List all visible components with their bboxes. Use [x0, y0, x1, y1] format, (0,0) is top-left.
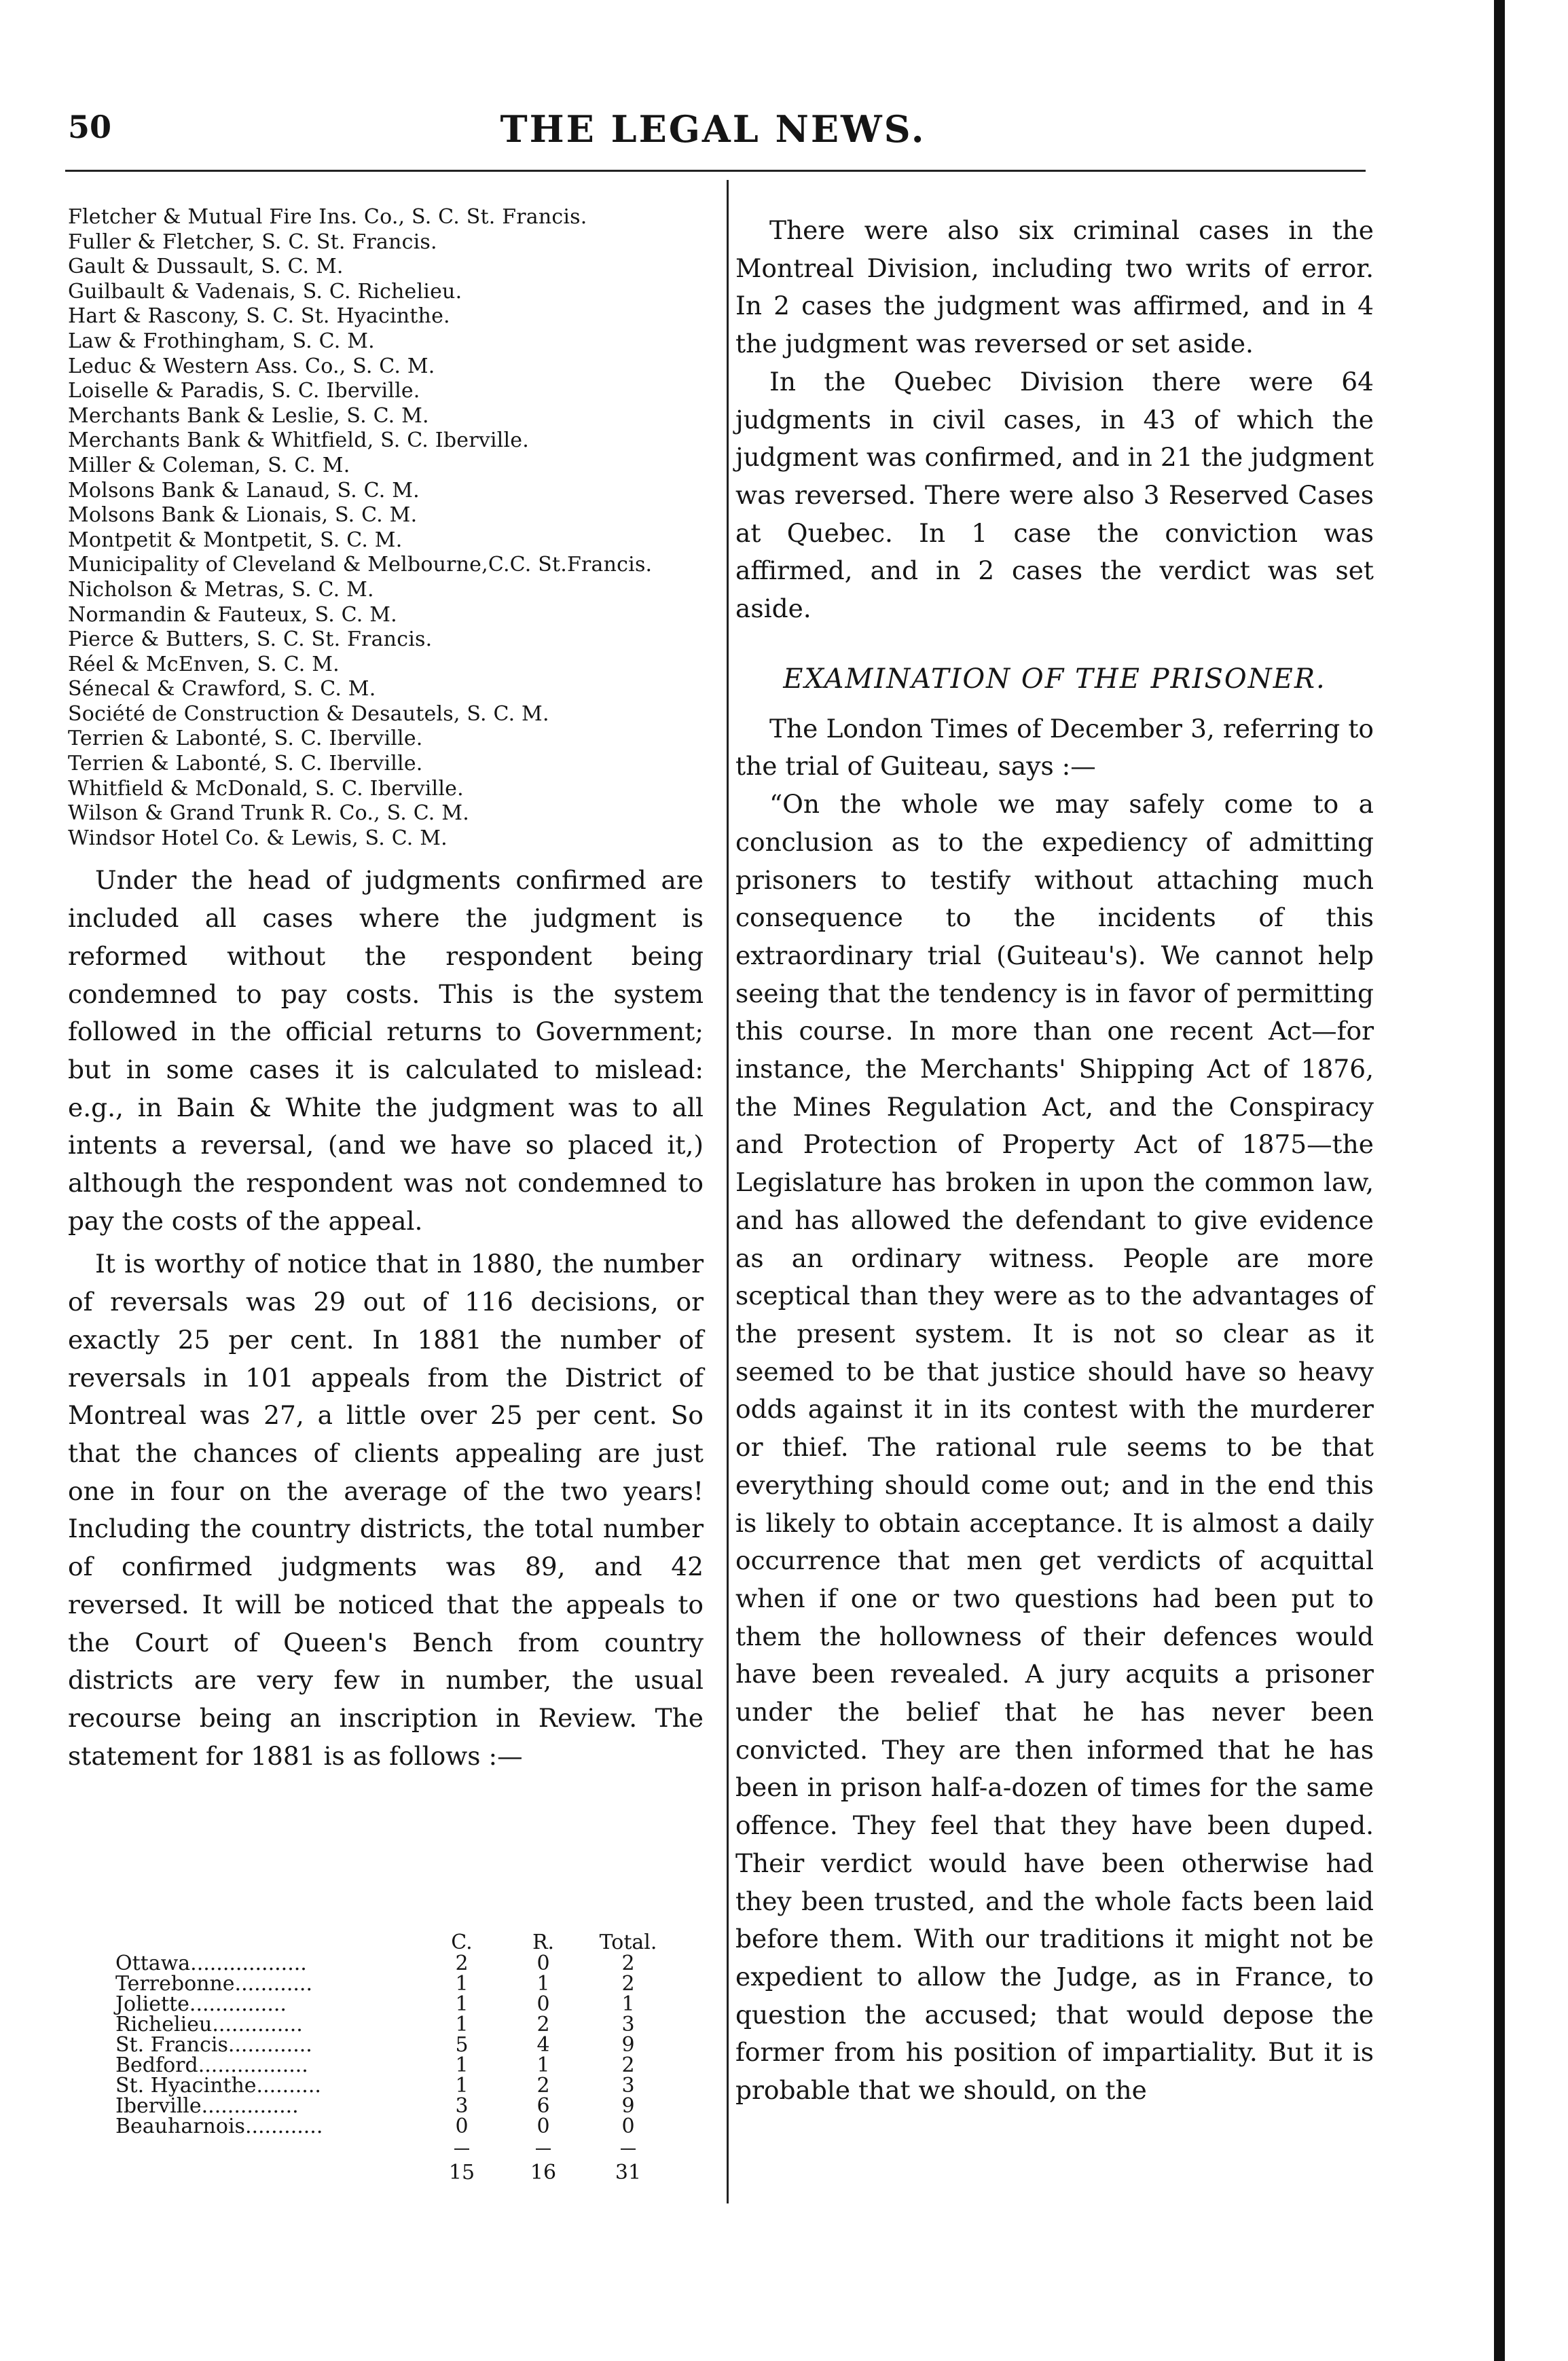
- total-label-spacer: [115, 2160, 421, 2183]
- total-count: 2: [621, 2053, 635, 2077]
- rule-reversed: [503, 2137, 584, 2160]
- table-row: [115, 2076, 672, 2096]
- case-entry: Montpetit & Montpetit, S. C. M.: [68, 528, 403, 552]
- reversed-count: 4: [536, 2033, 550, 2057]
- case-entry: Leduc & Western Ass. Co., S. C. M.: [68, 354, 435, 378]
- total-count: 3: [621, 2013, 635, 2036]
- case-entry: Merchants Bank & Leslie, S. C. M.: [68, 403, 429, 428]
- case-entry: Miller & Coleman, S. C. M.: [68, 453, 350, 477]
- total-count: 2: [621, 1972, 635, 1996]
- reversed-count: 2: [536, 2074, 550, 2098]
- total-count: 0: [621, 2115, 635, 2138]
- confirmed-total: 15: [448, 2161, 475, 2184]
- case-entry: Whitfield & McDonald, S. C. Iberville.: [68, 776, 464, 801]
- confirmed-count: 0: [455, 2115, 469, 2138]
- confirmed-count: 3: [455, 2094, 469, 2118]
- case-entry: Merchants Bank & Whitfield, S. C. Iberville.: [68, 428, 529, 453]
- table-row: [115, 2117, 672, 2137]
- case-entry: Pierce & Butters, S. C. St. Francis.: [68, 627, 433, 652]
- table-sum-rule: [115, 2137, 672, 2160]
- district-name: St. Hyacinthe..........: [115, 2074, 321, 2098]
- rule-spacer: [115, 2137, 421, 2160]
- total-count: 1: [621, 1992, 635, 2016]
- table-row: [115, 2035, 672, 2055]
- paragraph-criminal-cases: There were also six criminal cases in the Montreal Division, including two writs of error. In 2 cases the judgment was affirmed, and in 4 the judgment was reversed or set aside.: [735, 215, 1374, 359]
- reversed-total: 16: [530, 2161, 557, 2184]
- table-row: [115, 2096, 672, 2117]
- reversed-count: 1: [536, 2053, 550, 2077]
- binding-edge: [1494, 0, 1505, 2361]
- table-row: [115, 2055, 672, 2076]
- page-title: THE LEGAL NEWS.: [500, 107, 926, 151]
- case-list: [68, 205, 704, 851]
- table-row: [115, 2015, 672, 2035]
- case-entry: Municipality of Cleveland & Melbourne,C.C. St.Francis.: [68, 553, 653, 577]
- case-entry: Gault & Dussault, S. C. M.: [68, 255, 344, 279]
- reversed-count: 0: [536, 1952, 550, 1975]
- district-name: Iberville...............: [115, 2094, 299, 2118]
- case-entry: Réel & McEnven, S. C. M.: [68, 652, 340, 676]
- confirmed-count: 1: [455, 1972, 469, 1996]
- header-reversed: R.: [532, 1930, 555, 1954]
- district-name: Bedford.................: [115, 2053, 308, 2077]
- paragraph-reversals: It is worthy of notice that in 1880, the number of reversals was 29 out of 116 decisions, or exactly 25 per cent. In 1881 the number of reversals in 101 appeals from the District of Montreal was 27, a little over 25 per cent. So that the chances of clients appealing are just one in four on the average of the two years! Including the country districts, the total number of confirmed judgments was 89, and 42 reversed. It will be noticed that the appeals to the Court of Queen's Bench from country districts are very few in number, the usual recourse being an inscription in Review. The statement for 1881 is as follows :—: [68, 1249, 704, 1771]
- total-count: 3: [621, 2074, 635, 2098]
- confirmed-count: 5: [455, 2033, 469, 2057]
- confirmed-count: 2: [455, 1952, 469, 1975]
- case-entry: Sénecal & Crawford, S. C. M.: [68, 677, 376, 701]
- left-column: [68, 205, 704, 1775]
- total-count: 2: [621, 1952, 635, 1975]
- statement-1881-table: [115, 1932, 672, 2183]
- header-total: Total.: [599, 1930, 657, 1954]
- header-confirmed: C.: [451, 1930, 473, 1954]
- district-name: Richelieu..............: [115, 2013, 303, 2036]
- header-district: [115, 1932, 421, 1954]
- confirmed-count: 1: [455, 2053, 469, 2077]
- case-entry: Guilbault & Vadenais, S. C. Richelieu.: [68, 279, 462, 304]
- confirmed-count: 1: [455, 2074, 469, 2098]
- case-entry: Fletcher & Mutual Fire Ins. Co., S. C. St. Francis.: [68, 205, 587, 229]
- paragraph-quebec-division: In the Quebec Division there were 64 judgments in civil cases, in 43 of which the judgment was confirmed, and in 21 the judgment was reversed. There were also 3 Reserved Cases at Quebec. In 1 case the conviction was affirmed, and in 2 cases the verdict was set aside.: [735, 366, 1374, 624]
- table-row: [115, 1954, 672, 1974]
- column-divider: [727, 180, 729, 2203]
- case-entry: Wilson & Grand Trunk R. Co., S. C. M.: [68, 801, 469, 826]
- page-number: 50: [68, 109, 112, 145]
- reversed-count: 1: [536, 1972, 550, 1996]
- paragraph-judgments-confirmed: Under the head of judgments confirmed are included all cases where the judgment is reformed without the respondent being condemned to pay costs. This is the system followed in the official returns to Government; but in some cases it is calculated to mislead: e.g., in Bain & White the judgment was to all intents a reversal, (and we have so placed it,) although the respondent was not condemned to pay the costs of the appeal.: [68, 865, 704, 1236]
- table-header-row: [115, 1932, 672, 1954]
- case-entry: Molsons Bank & Lanaud, S. C. M.: [68, 478, 420, 502]
- rule-total: [584, 2137, 672, 2160]
- confirmed-count: 1: [455, 2013, 469, 2036]
- section-heading: EXAMINATION OF THE PRISONER.: [783, 663, 1326, 695]
- case-entry: Fuller & Fletcher, S. C. St. Francis.: [68, 230, 437, 254]
- case-entry: Law & Frothingham, S. C. M.: [68, 329, 375, 353]
- case-entry: Molsons Bank & Lionais, S. C. M.: [68, 503, 418, 528]
- reversed-count: 2: [536, 2013, 550, 2036]
- case-entry: Terrien & Labonté, S. C. Iberville.: [68, 752, 423, 776]
- right-column: [735, 212, 1374, 2110]
- table-row: [115, 1994, 672, 2015]
- district-name: Terrebonne............: [115, 1972, 312, 1996]
- table-total-row: [115, 2160, 672, 2183]
- reversed-count: 0: [536, 2115, 550, 2138]
- header-rule: [65, 170, 1366, 172]
- table-row: [115, 1974, 672, 1994]
- case-entry: Loiselle & Paradis, S. C. Iberville.: [68, 379, 420, 403]
- case-entry: Hart & Rascony, S. C. St. Hyacinthe.: [68, 304, 450, 329]
- case-entry: Terrien & Labonté, S. C. Iberville.: [68, 727, 423, 751]
- district-name: Beauharnois............: [115, 2115, 323, 2138]
- district-name: St. Francis.............: [115, 2033, 312, 2057]
- paragraph-quotation: “On the whole we may safely come to a conclusion as to the expediency of admitting prisoners to testify without attaching much consequence to the incidents of this extraordinary trial (Guiteau's). We cannot help seeing that the tendency is in favor of permitting this course. In more than one recent Act—for instance, the Merchants' Shipping Act of 1876, the Mines Regulation Act, and the Conspiracy and Protection of Property Act of 1875—the Legislature has broken in upon the common law, and has allowed the defendant to give evidence as an ordinary witness. People are more sceptical than they were as to the advantages of the present system. It is not so clear as it seemed to be that justice should have so heavy odds against it in its contest with the murderer or thief. The rational rule seems to be that everything should come out; and in the end this is likely to obtain acceptance. It is almost a daily occurrence that men get verdicts of acquittal when if one or two questions had been put to them the hollowness of their defences would have been revealed. A jury acquits a prisoner under the belief that he has never been convicted. They are then informed that he has been in prison half-a-dozen of times for the same offence. They feel that they have been duped. Their verdict would have been otherwise had they been trusted, and the whole facts been laid before them. With our traditions it might not be expedient to allow the Judge, as in France, to question the accused; that would depose the former from his position of impartiality. But it is probable that we should, on the: [735, 789, 1374, 2106]
- case-entry: Normandin & Fauteux, S. C. M.: [68, 602, 397, 627]
- case-entry: Windsor Hotel Co. & Lewis, S. C. M.: [68, 826, 448, 850]
- district-name: Joliette...............: [115, 1992, 287, 2016]
- confirmed-count: 1: [455, 1992, 469, 2016]
- total-count: 9: [621, 2094, 635, 2118]
- paragraph-london-times: The London Times of December 3, referring to the trial of Guiteau, says :—: [735, 713, 1374, 782]
- district-name: Ottawa..................: [115, 1952, 307, 1975]
- reversed-count: 0: [536, 1992, 550, 2016]
- grand-total: 31: [615, 2161, 642, 2184]
- case-entry: Nicholson & Metras, S. C. M.: [68, 577, 374, 602]
- rule-confirmed: [421, 2137, 503, 2160]
- total-count: 9: [621, 2033, 635, 2057]
- case-entry: Société de Construction & Desautels, S. C. M.: [68, 701, 549, 726]
- reversed-count: 6: [536, 2094, 550, 2118]
